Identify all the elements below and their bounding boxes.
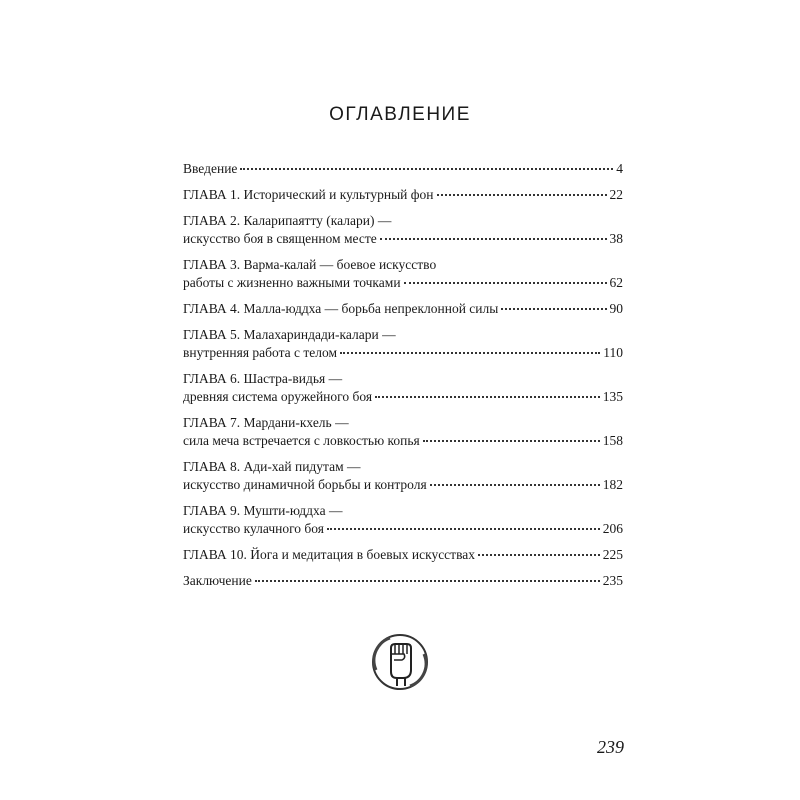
toc-entry-title: внутренняя работа с телом (183, 345, 338, 360)
dot-leader (340, 352, 600, 354)
toc-entry-line (183, 326, 623, 344)
dot-leader (375, 396, 600, 398)
toc-entry-page: 4 (616, 161, 623, 176)
dot-leader (501, 308, 606, 310)
toc-entry (183, 572, 623, 590)
toc-entry-line (183, 476, 623, 494)
toc-entry (183, 186, 623, 204)
toc-entry-title: сила меча встречается с ловкостью копья (183, 433, 420, 448)
toc-entry (183, 256, 623, 292)
dot-leader (423, 440, 600, 442)
toc-entry-line (183, 546, 623, 564)
toc-entry-title: Заключение (183, 573, 252, 588)
toc-entry-title: ГЛАВА 6. Шастра-видья — (183, 371, 343, 386)
toc-entry-title: ГЛАВА 10. Йога и медитация в боевых искусствах (183, 547, 476, 562)
toc-entry-page: 182 (602, 477, 623, 492)
toc-entry-line (183, 414, 623, 432)
toc-entry-line (183, 274, 623, 292)
toc-entry-page: 90 (609, 301, 623, 316)
page-title: ОГЛАВЛЕНИЕ (329, 104, 471, 125)
toc-entry-title: древняя система оружейного боя (183, 389, 373, 404)
toc-entry-title: искусство боя в священном месте (183, 231, 377, 246)
toc-entry-title: ГЛАВА 8. Ади-хай пидутам — (183, 459, 361, 474)
toc-entry-page: 206 (602, 521, 623, 536)
fist-emblem-icon (364, 626, 436, 698)
toc-entry-title: ГЛАВА 5. Малахариндади-калари — (183, 327, 396, 342)
toc-entry (183, 502, 623, 538)
dot-leader (240, 168, 613, 170)
toc-entry-line (183, 256, 623, 274)
toc-entry-line (183, 160, 623, 178)
dot-leader (380, 238, 607, 240)
table-of-contents (183, 152, 623, 590)
toc-entry-title: Введение (183, 161, 238, 176)
toc-entry (183, 300, 623, 318)
toc-entry-title: искусство кулачного боя (183, 521, 324, 536)
toc-entry (183, 458, 623, 494)
dot-leader (404, 282, 607, 284)
toc-entry-page: 225 (602, 547, 623, 562)
toc-entry-line (183, 300, 623, 318)
toc-entry-title: ГЛАВА 7. Мардани-кхель — (183, 415, 349, 430)
toc-entry (183, 414, 623, 450)
toc-entry-page: 38 (609, 231, 623, 246)
toc-entry-line (183, 186, 623, 204)
toc-entry-page: 62 (609, 275, 623, 290)
toc-entry-line (183, 344, 623, 362)
toc-entry-line (183, 370, 623, 388)
toc-entry (183, 212, 623, 248)
toc-entry-line (183, 502, 623, 520)
toc-entry-page: 158 (602, 433, 623, 448)
toc-entry-line (183, 212, 623, 230)
toc-entry-title: работы с жизненно важными точками (183, 275, 401, 290)
toc-entry-page: 22 (609, 187, 623, 202)
toc-entry-page: 110 (603, 345, 623, 360)
toc-entry-title: ГЛАВА 4. Малла-юддха — борьба непреклонной силы (183, 301, 499, 316)
toc-entry-line (183, 432, 623, 450)
dot-leader (255, 580, 600, 582)
dot-leader (437, 194, 607, 196)
toc-entry-title: искусство динамичной борьбы и контроля (183, 477, 427, 492)
toc-entry (183, 546, 623, 564)
page-number: 239 (597, 737, 624, 757)
toc-entry-line (183, 520, 623, 538)
toc-entry-page: 135 (602, 389, 623, 404)
toc-entry-title: ГЛАВА 3. Варма-калай — боевое искусство (183, 257, 437, 272)
dot-leader (327, 528, 600, 530)
dot-leader (478, 554, 600, 556)
toc-entry (183, 370, 623, 406)
toc-entry-title: ГЛАВА 9. Мушти-юддха — (183, 503, 343, 518)
toc-entry (183, 160, 623, 178)
toc-entry-line (183, 458, 623, 476)
toc-entry-title: ГЛАВА 1. Исторический и культурный фон (183, 187, 434, 202)
toc-entry-line (183, 572, 623, 590)
toc-entry (183, 326, 623, 362)
dot-leader (430, 484, 600, 486)
toc-entry-line (183, 388, 623, 406)
toc-entry-page: 235 (602, 573, 623, 588)
toc-entry-line (183, 230, 623, 248)
toc-entry-title: ГЛАВА 2. Каларипаятту (калари) — (183, 213, 392, 228)
